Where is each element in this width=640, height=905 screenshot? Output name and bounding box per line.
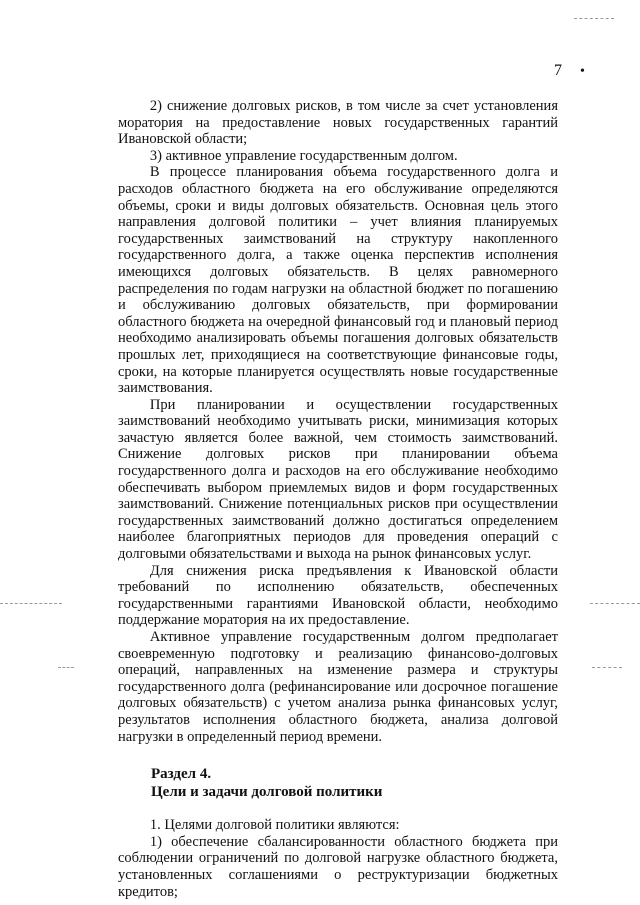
paragraph: Для снижения риска предъявления к Ивановской области требований по исполнению обязательств, обеспеченных государственными гарантиями Ивановской области, необходимо поддержание моратория на их предоставление. [118, 562, 558, 629]
paragraph: 1) обеспечение сбалансированности областного бюджета при соблюдении ограничений по долговой нагрузке областного бюджета, установленных соглашениями о реструктуризации бюджетных кредитов; [118, 833, 558, 900]
paragraph: Активное управление государственным долгом предполагает своевременную подготовку и реализацию финансово-долговых операций, направленных на изменение размера и структуры государственного долга (рефинансирование или досрочное погашение долговых обязательств) с учетом анализа рынка финансовых услуг, результатов исполнения областного бюджета, анализа долговой нагрузки в определенный период времени. [118, 629, 558, 745]
scan-artifact-left-1 [0, 603, 62, 605]
paragraph: 3) активное управление государственным долгом. [149, 147, 458, 164]
scan-artifact-top-right [574, 18, 614, 20]
scan-artifact-right-2 [592, 667, 622, 669]
section-heading [118, 765, 558, 801]
paragraph: 1. Целями долговой политики являются: [149, 817, 400, 834]
page-number: 7 [554, 62, 562, 79]
scan-artifact-right-1 [590, 603, 640, 605]
section-number: Раздел 4. [151, 766, 212, 783]
document-body [118, 98, 558, 900]
scan-artifact-left-2 [58, 667, 74, 669]
section-title: Цели и задачи долговой политики [151, 784, 383, 801]
paragraph: В процессе планирования объема государственного долга и расходов областного бюджета на его обслуживание определяются объемы, сроки и виды долговых обязательств. Основная цель этого направления долговой политики – учет влияния планируемых государственных заимствований на структуру накопленного государственного долга, а также оценка перспектив исполнения имеющихся долговых обязательств. В целях равномерного распределения по годам нагрузки на областной бюджет по погашению и обслуживанию долговых обязательств, при формировании областного бюджета на очередной финансовый год и плановый период необходимо анализировать объемы погашения долговых обязательств прошлых лет, приходящиеся на соответствующие финансовые годы, сроки, на которые планируется осуществлять новые государственные заимствования. [118, 164, 558, 397]
dot-mark: • [580, 64, 585, 79]
paragraph: При планировании и осуществлении государственных заимствований необходимо учитывать риски, минимизация которых зачастую является более важной, чем стоимость заимствований. Снижение долговых рисков при планировании объема государственного долга и расходов на его обслуживание необходимо обеспечивать выбором приемлемых видов и форм государственных заимствований. Снижение потенциальных рисков при осуществлении государственных заимствований должно достигаться определением наиболее благоприятных периодов для проведения операций с долговыми обязательствами и выхода на рынок финансовых услуг. [118, 396, 558, 563]
paragraph: 2) снижение долговых рисков, в том числе за счет установления моратория на предоставление новых государственных гарантий Ивановской области; [118, 98, 558, 148]
